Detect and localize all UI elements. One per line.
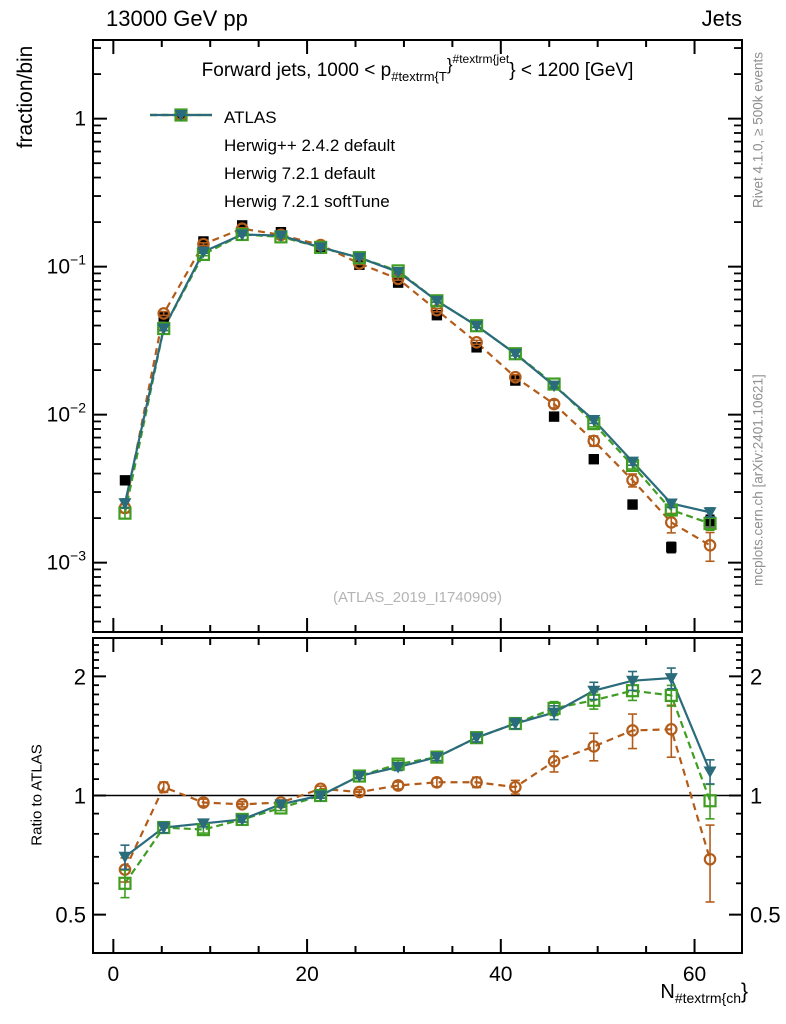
svg-text:2: 2 — [73, 664, 86, 690]
x-axis-label — [0, 980, 748, 1006]
svg-text:60: 60 — [682, 963, 707, 986]
legend-label: ATLAS — [224, 108, 277, 127]
svg-text:10−1: $10^{-1}$ — [46, 251, 86, 279]
x-axis-label-brace: } — [740, 980, 748, 1003]
legend-item — [148, 160, 395, 188]
legend-label: Herwig 7.2.1 softTune — [224, 192, 390, 211]
legend-label: Herwig 7.2.1 default — [224, 164, 376, 183]
rivet-version-note: Rivet 4.1.0, ≥ 500k events — [750, 52, 766, 208]
svg-text:0: 0 — [107, 963, 120, 986]
circle-open-legend-marker — [148, 135, 214, 157]
svg-text:10−2: $10^{-2}$ — [46, 399, 86, 427]
svg-text:2: 2 — [750, 664, 763, 690]
y-axis-label-main: fraction/bin — [14, 45, 37, 149]
svg-text:1: 1 — [73, 783, 86, 809]
y-axis-label-ratio: Ratio to ATLAS — [28, 744, 46, 846]
square-open-legend-marker — [148, 163, 214, 185]
svg-text:0.5: 0.5 — [750, 902, 781, 928]
x-axis-label-subscript: #textrm{ch — [674, 990, 741, 1006]
plot-title-subscript: #textrm{T — [391, 68, 447, 84]
svg-text:10−3: $10^{-3}$ — [46, 547, 86, 575]
legend-label: Herwig++ 2.4.2 default — [224, 136, 396, 155]
legend-item — [148, 188, 395, 216]
legend-item — [148, 132, 395, 160]
x-axis-label-base: N — [660, 981, 675, 1003]
svg-text:20: 20 — [295, 963, 319, 986]
svg-text:1: 1 — [74, 107, 86, 131]
plot-title-superscript: #textrm{jet — [452, 52, 510, 66]
plot-title-brace: } — [446, 55, 453, 74]
svg-text:0.5: 0.5 — [55, 902, 86, 928]
svg-text:40: 40 — [489, 963, 513, 986]
analysis-group-label: Jets — [701, 6, 742, 31]
analysis-id-watermark: (ATLAS_2019_I1740909) — [332, 589, 502, 606]
svg-text:1: 1 — [750, 783, 763, 809]
legend — [148, 104, 395, 216]
mcplots-reference-note: mcplots.cern.ch [arXiv:2401.10621] — [750, 374, 766, 586]
beam-energy-label: 13000 GeV pp — [106, 6, 248, 31]
triangle-down-legend-marker — [148, 191, 214, 213]
plot-title — [93, 52, 742, 84]
plot-title-text: Forward jets, 1000 < p — [201, 60, 392, 81]
plot-title-suffix: } < 1200 [GeV] — [509, 60, 634, 81]
